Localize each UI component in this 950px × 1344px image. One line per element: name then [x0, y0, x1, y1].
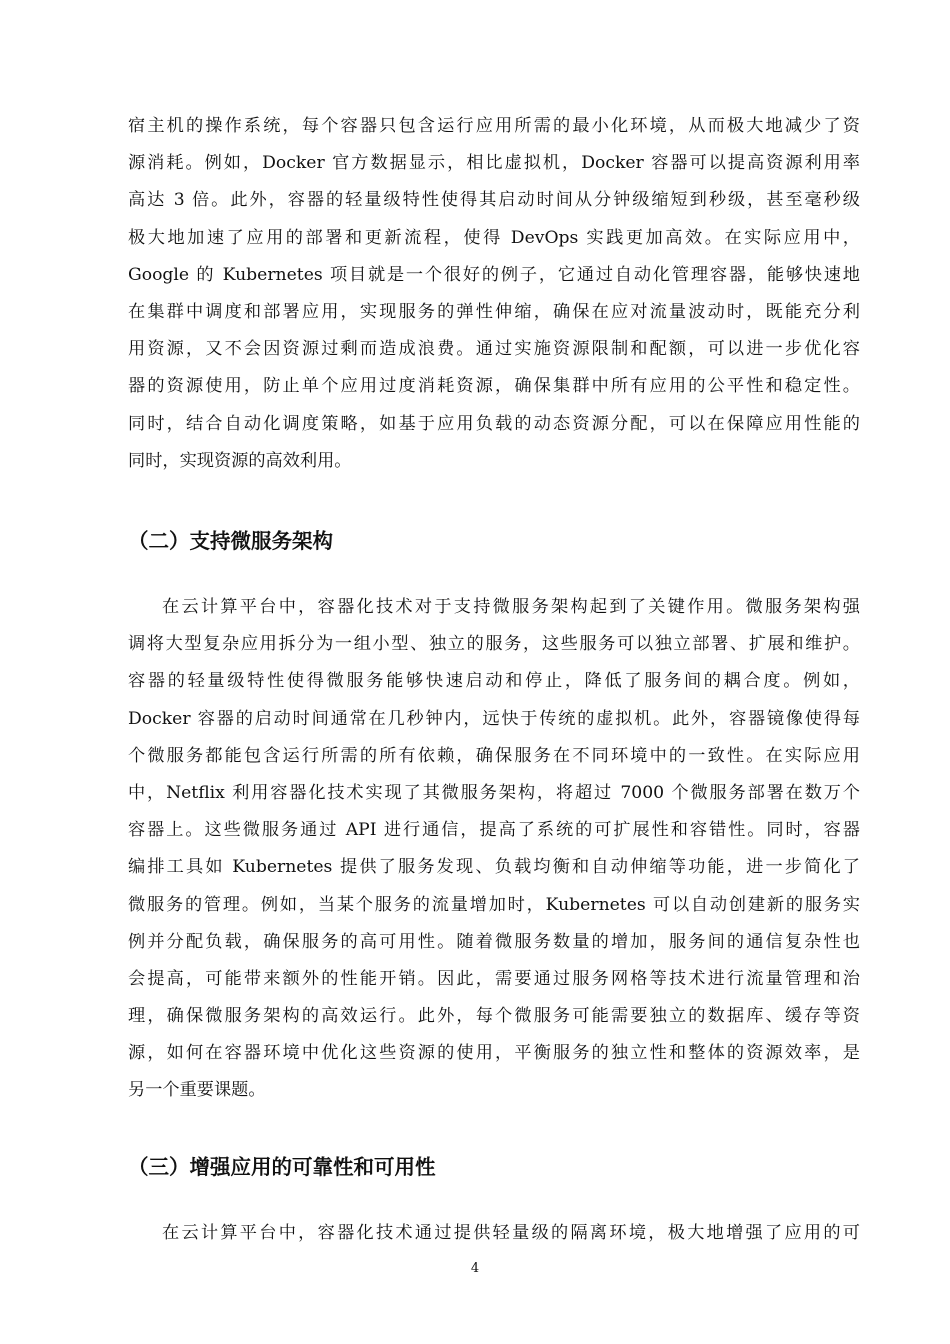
text-line: 用资源，又不会因资源过剩而造成浪费。通过实施资源限制和配额，可以进一步优化容: [128, 339, 860, 360]
text-line: 同时，结合自动化调度策略，如基于应用负载的动态资源分配，可以在保障应用性能的: [128, 413, 860, 434]
paragraph-resource-efficiency: [128, 108, 860, 480]
text-line: 例并分配负载，确保服务的高可用性。随着微服务数量的增加，服务间的通信复杂性也: [128, 931, 860, 952]
text-line: 微服务的管理。例如，当某个服务的流量增加时，Kubernetes 可以自动创建新的服务实: [128, 894, 860, 915]
paragraph-microservices: [128, 589, 860, 1110]
text-line: 器的资源使用，防止单个应用过度消耗资源，确保集群中所有应用的公平性和稳定性。: [128, 376, 860, 397]
text-line: 容器上。这些微服务通过 API 进行通信，提高了系统的可扩展性和容错性。同时，容器: [128, 820, 860, 841]
text-line: 在云计算平台中，容器化技术通过提供轻量级的隔离环境，极大地增强了应用的可: [162, 1223, 860, 1243]
text-line: 调将大型复杂应用拆分为一组小型、独立的服务，这些服务可以独立部署、扩展和维护。: [128, 634, 860, 655]
section-heading-microservices: （二）支持微服务架构: [128, 529, 333, 553]
text-line: Google 的 Kubernetes 项目就是一个很好的例子，它通过自动化管理容器，能够快速地: [128, 264, 860, 285]
text-line: 另一个重要课题。: [128, 1080, 266, 1101]
text-line: 在云计算平台中，容器化技术对于支持微服务架构起到了关键作用。微服务架构强: [162, 597, 860, 617]
text-line: 源消耗。例如，Docker 官方数据显示，相比虚拟机，Docker 容器可以提高资源利用率: [128, 153, 860, 174]
text-line: 会提高，可能带来额外的性能开销。因此，需要通过服务网格等技术进行流量管理和治: [128, 968, 860, 989]
paragraph-reliability: [128, 1215, 860, 1252]
text-line: 编排工具如 Kubernetes 提供了服务发现、负载均衡和自动伸缩等功能，进一步简化了: [128, 857, 860, 878]
text-line: 源，如何在容器环境中优化这些资源的使用，平衡服务的独立性和整体的资源效率，是: [128, 1043, 860, 1064]
text-line: 容器的轻量级特性使得微服务能够快速启动和停止，降低了服务间的耦合度。例如，: [128, 671, 860, 692]
text-line: 在集群中调度和部署应用，实现服务的弹性伸缩，确保在应对流量波动时，既能充分利: [128, 301, 860, 322]
text-line: 高达 3 倍。此外，容器的轻量级特性使得其启动时间从分钟级缩短到秒级，甚至毫秒级: [128, 190, 860, 211]
text-line: 宿主机的操作系统，每个容器只包含运行应用所需的最小化环境，从而极大地减少了资: [128, 116, 860, 136]
section-heading-reliability: （三）增强应用的可靠性和可用性: [128, 1155, 436, 1179]
text-line: 同时，实现资源的高效利用。: [128, 450, 352, 471]
text-line: 极大地加速了应用的部署和更新流程，使得 DevOps 实践更加高效。在实际应用中，: [128, 227, 860, 248]
text-line: 理，确保微服务架构的高效运行。此外，每个微服务可能需要独立的数据库、缓存等资: [128, 1006, 860, 1027]
text-line: 中，Netflix 利用容器化技术实现了其微服务架构，将超过 7000 个微服务部署在数万个: [128, 782, 860, 803]
page-number: 4: [470, 1261, 480, 1276]
text-line: 个微服务都能包含运行所需的所有依赖，确保服务在不同环境中的一致性。在实际应用: [128, 745, 860, 766]
text-line: Docker 容器的启动时间通常在几秒钟内，远快于传统的虚拟机。此外，容器镜像使得每: [128, 708, 860, 729]
